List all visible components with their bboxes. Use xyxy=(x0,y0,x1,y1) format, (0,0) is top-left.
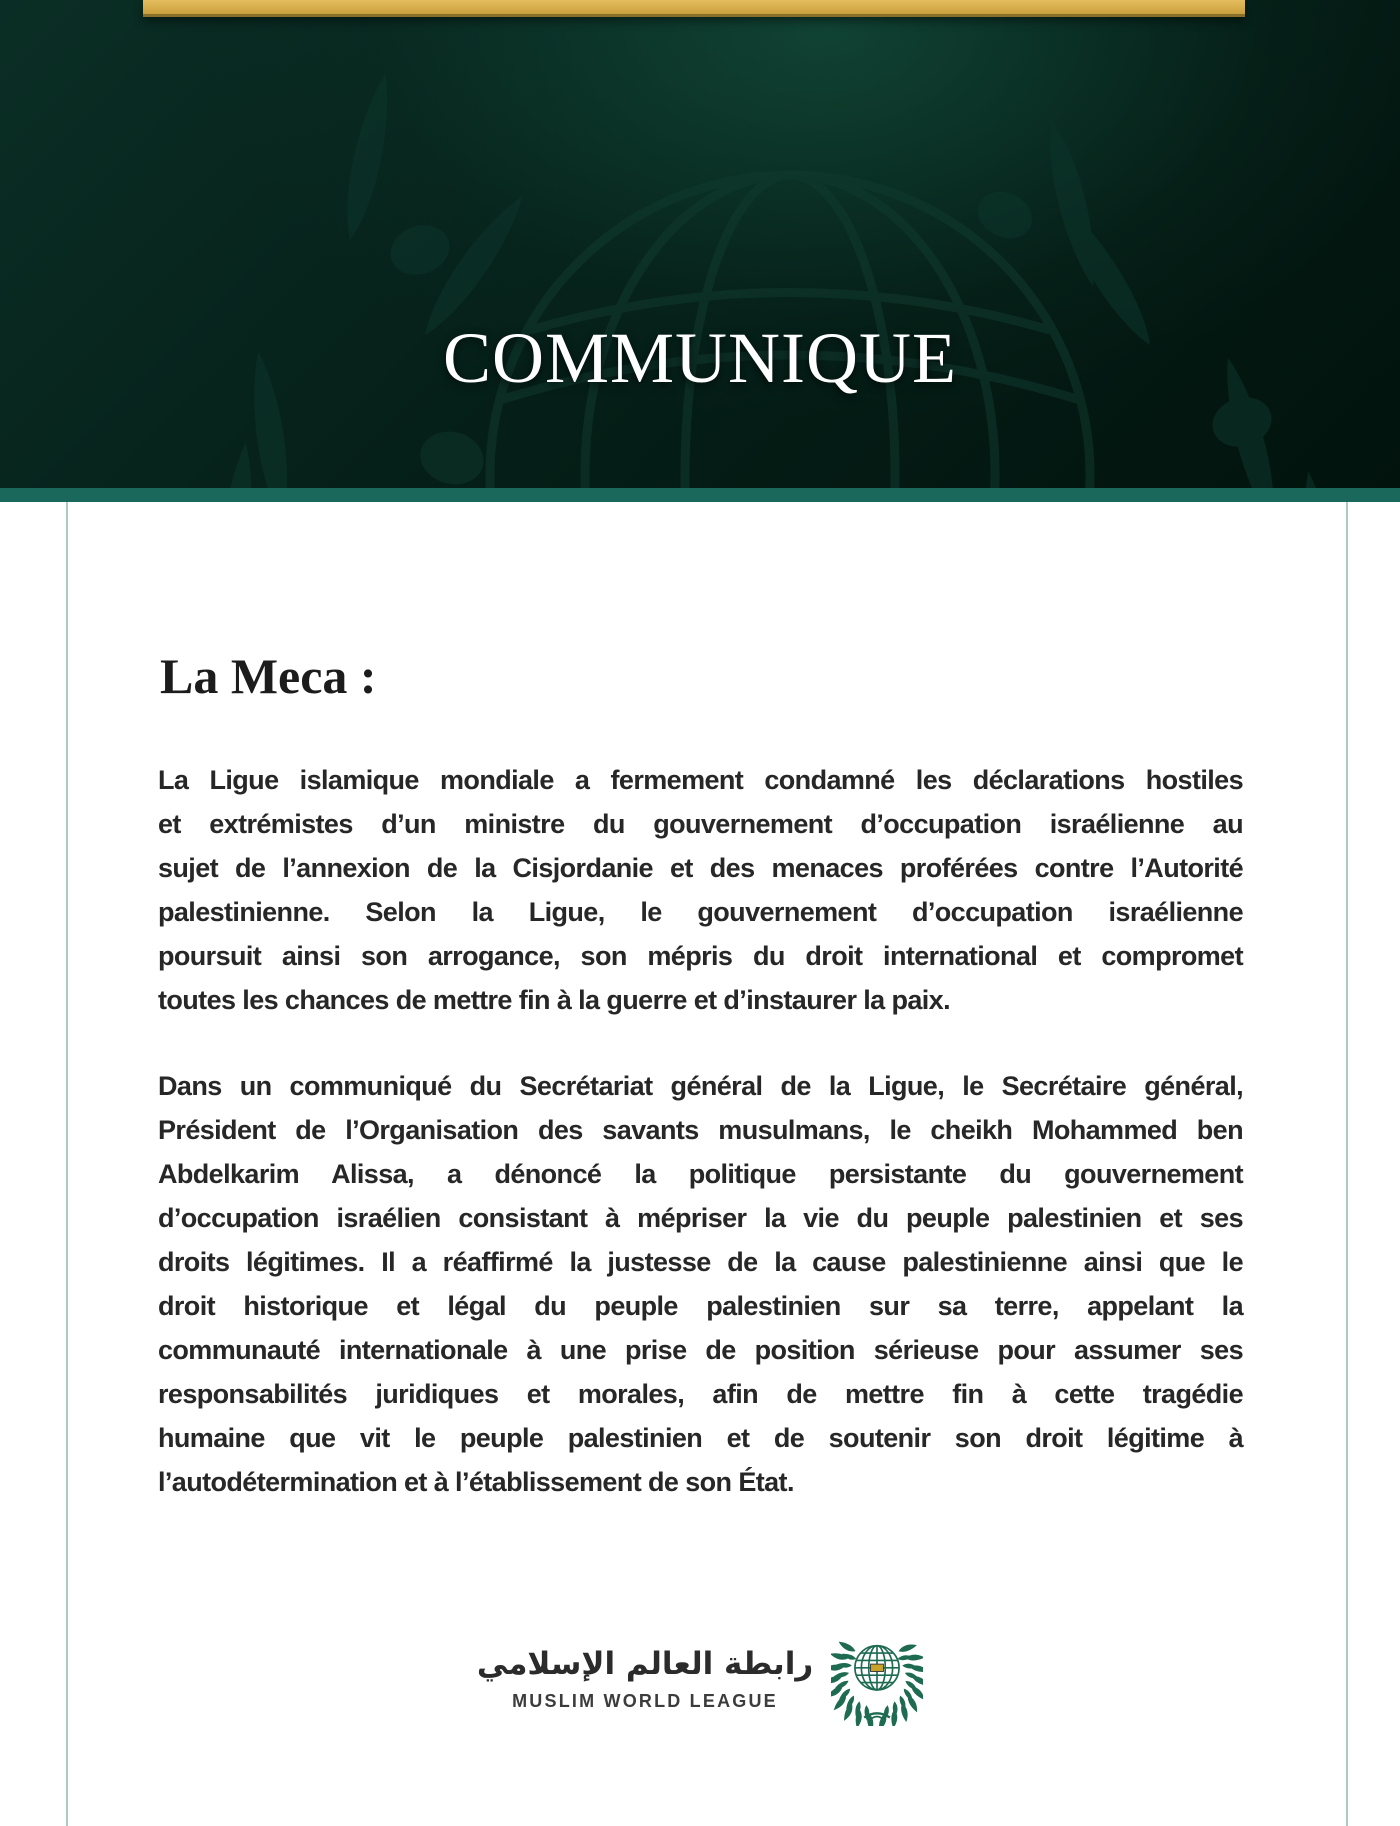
paragraph-line: l’autodétermination et à l’établissement de son État. xyxy=(158,1467,794,1497)
teal-divider-band xyxy=(0,488,1400,502)
gold-accent-bar xyxy=(143,0,1245,17)
paragraph-1 xyxy=(158,758,1243,1022)
paragraph-line: palestinienne. Selon la Ligue, le gouvernement d’occupation israélienne xyxy=(158,897,1243,927)
header xyxy=(0,0,1400,488)
mwl-wordmark-block xyxy=(477,1642,813,1713)
mwl-emblem-icon xyxy=(831,1628,923,1726)
paragraph-2 xyxy=(158,1064,1243,1504)
paragraph-line: droits légitimes. Il a réaffirmé la justesse de la cause palestinienne ainsi que le xyxy=(158,1247,1243,1277)
paragraph-line: communauté internationale à une prise de position sérieuse pour assumer ses xyxy=(158,1335,1243,1365)
page-title: COMMUNIQUE xyxy=(443,318,957,398)
paragraph-line: responsabilités juridiques et morales, afin de mettre fin à cette tragédie xyxy=(158,1379,1243,1409)
dateline: La Meca : xyxy=(160,648,377,704)
paragraph-line: et extrémistes d’un ministre du gouvernement d’occupation israélienne au xyxy=(158,809,1243,839)
paragraph-line: droit historique et légal du peuple palestinien sur sa terre, appelant la xyxy=(158,1291,1243,1321)
paragraph-line: poursuit ainsi son arrogance, son mépris du droit international et compromet xyxy=(158,941,1243,971)
paragraph-line: Dans un communiqué du Secrétariat général de la Ligue, le Secrétaire général, xyxy=(158,1071,1243,1101)
laurel-globe-background-icon xyxy=(0,0,1400,488)
paragraph-line: d’occupation israélien consistant à mépriser la vie du peuple palestinien et ses xyxy=(158,1203,1243,1233)
mwl-latin-wordmark: MUSLIM WORLD LEAGUE xyxy=(512,1691,778,1712)
paragraph-line: toutes les chances de mettre fin à la guerre et d’instaurer la paix. xyxy=(158,985,950,1015)
paragraph-line: Président de l’Organisation des savants musulmans, le cheikh Mohammed ben xyxy=(158,1115,1243,1145)
paragraph-line: humaine que vit le peuple palestinien et de soutenir son droit légitime à xyxy=(158,1423,1243,1453)
mwl-arabic-wordmark: رابطة العالم الإسلامي xyxy=(476,1645,814,1682)
paragraph-line: sujet de l’annexion de la Cisjordanie et des menaces proférées contre l’Autorité xyxy=(158,853,1243,883)
mwl-logo xyxy=(0,1628,1400,1726)
paragraph-line: La Ligue islamique mondiale a fermement condamné les déclarations hostiles xyxy=(158,765,1243,795)
paragraph-line: Abdelkarim Alissa, a dénoncé la politique persistante du gouvernement xyxy=(158,1159,1243,1189)
